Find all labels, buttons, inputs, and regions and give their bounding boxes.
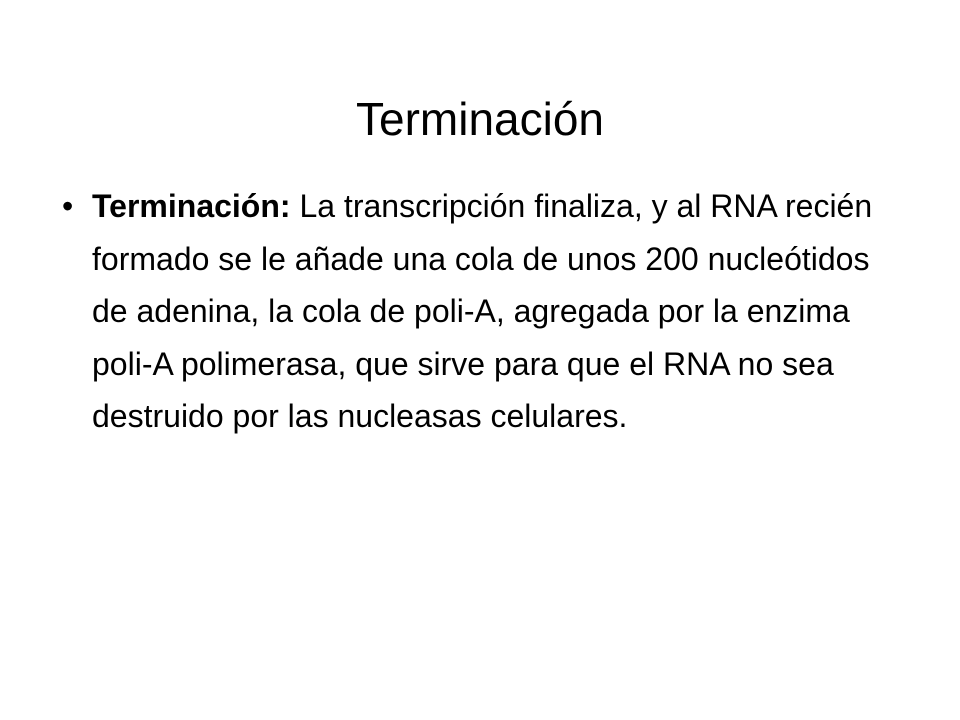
bullet-list: [62, 180, 892, 443]
slide-title: Terminación: [356, 92, 604, 145]
bullet-term: Terminación:: [92, 188, 291, 224]
bullet-item: [62, 180, 892, 443]
bullet-marker: •: [62, 188, 74, 224]
bullet-text: La transcripción finaliza, y al RNA recién formado se le añade una cola de unos 200 nucleótidos de adenina, la cola de poli-A, agregada por la enzima poli-A polimerasa, que sirve para que el RNA no sea destruido por las nucleasas celulares.: [92, 188, 873, 434]
